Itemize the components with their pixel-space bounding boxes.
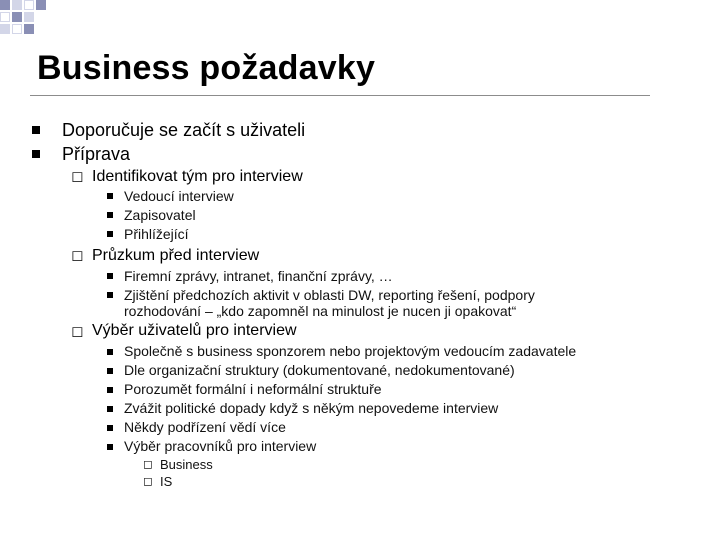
- square-bullet-icon: [107, 193, 113, 199]
- item-text: Výběr pracovníků pro interview: [124, 438, 317, 454]
- square-bullet-icon: [107, 273, 113, 279]
- hollow-square-bullet-icon: ◻: [71, 167, 84, 185]
- item-text: Dle organizační struktury (dokumentované, nedokumentované): [124, 362, 515, 378]
- item-text: Přihlížející: [124, 226, 189, 242]
- square-bullet-icon: [107, 444, 113, 450]
- square-bullet-icon: [107, 212, 113, 218]
- item-text: Vedoucí interview: [124, 188, 234, 204]
- item-text: Zvážit politické dopady když s někým nepovedeme interview: [124, 400, 499, 416]
- square-bullet-icon: [32, 126, 40, 134]
- hollow-square-bullet-icon: ◻: [143, 474, 153, 488]
- item-text-continuation: rozhodování – „kdo zapomněl na minulost je nucen ji opakovat“: [124, 303, 517, 319]
- square-bullet-icon: [107, 349, 113, 355]
- item-text: Firemní zprávy, intranet, finanční zprávy, …: [124, 268, 393, 284]
- item-text: Zapisovatel: [124, 207, 196, 223]
- square-bullet-icon: [107, 368, 113, 374]
- item-text: Společně s business sponzorem nebo projektovým vedoucím zadavatele: [124, 343, 577, 359]
- square-bullet-icon: [107, 425, 113, 431]
- hollow-square-bullet-icon: ◻: [71, 246, 84, 264]
- sub-bullet-text: Identifikovat tým pro interview: [92, 168, 303, 185]
- square-bullet-icon: [107, 231, 113, 237]
- item-text: Někdy podřízení vědí více: [124, 419, 286, 435]
- sub-bullet-text: Průzkum před interview: [92, 247, 260, 264]
- bullet-text: Příprava: [62, 144, 131, 164]
- hollow-square-bullet-icon: ◻: [71, 322, 84, 340]
- slide-title: Business požadavky: [37, 49, 376, 87]
- bullet-text: Doporučuje se začít s uživateli: [62, 120, 306, 140]
- sub-bullet-text: Výběr uživatelů pro interview: [92, 322, 297, 339]
- square-bullet-icon: [107, 292, 113, 298]
- square-bullet-icon: [107, 406, 113, 412]
- square-bullet-icon: [32, 150, 40, 158]
- hollow-square-bullet-icon: ◻: [143, 457, 153, 471]
- sub-item-text: Business: [160, 457, 213, 472]
- sub-item-text: IS: [160, 474, 173, 489]
- item-text: Zjištění předchozích aktivit v oblasti DW, reporting řešení, podpory: [124, 287, 535, 303]
- item-text: Porozumět formální i neformální struktuře: [124, 381, 382, 397]
- square-bullet-icon: [107, 387, 113, 393]
